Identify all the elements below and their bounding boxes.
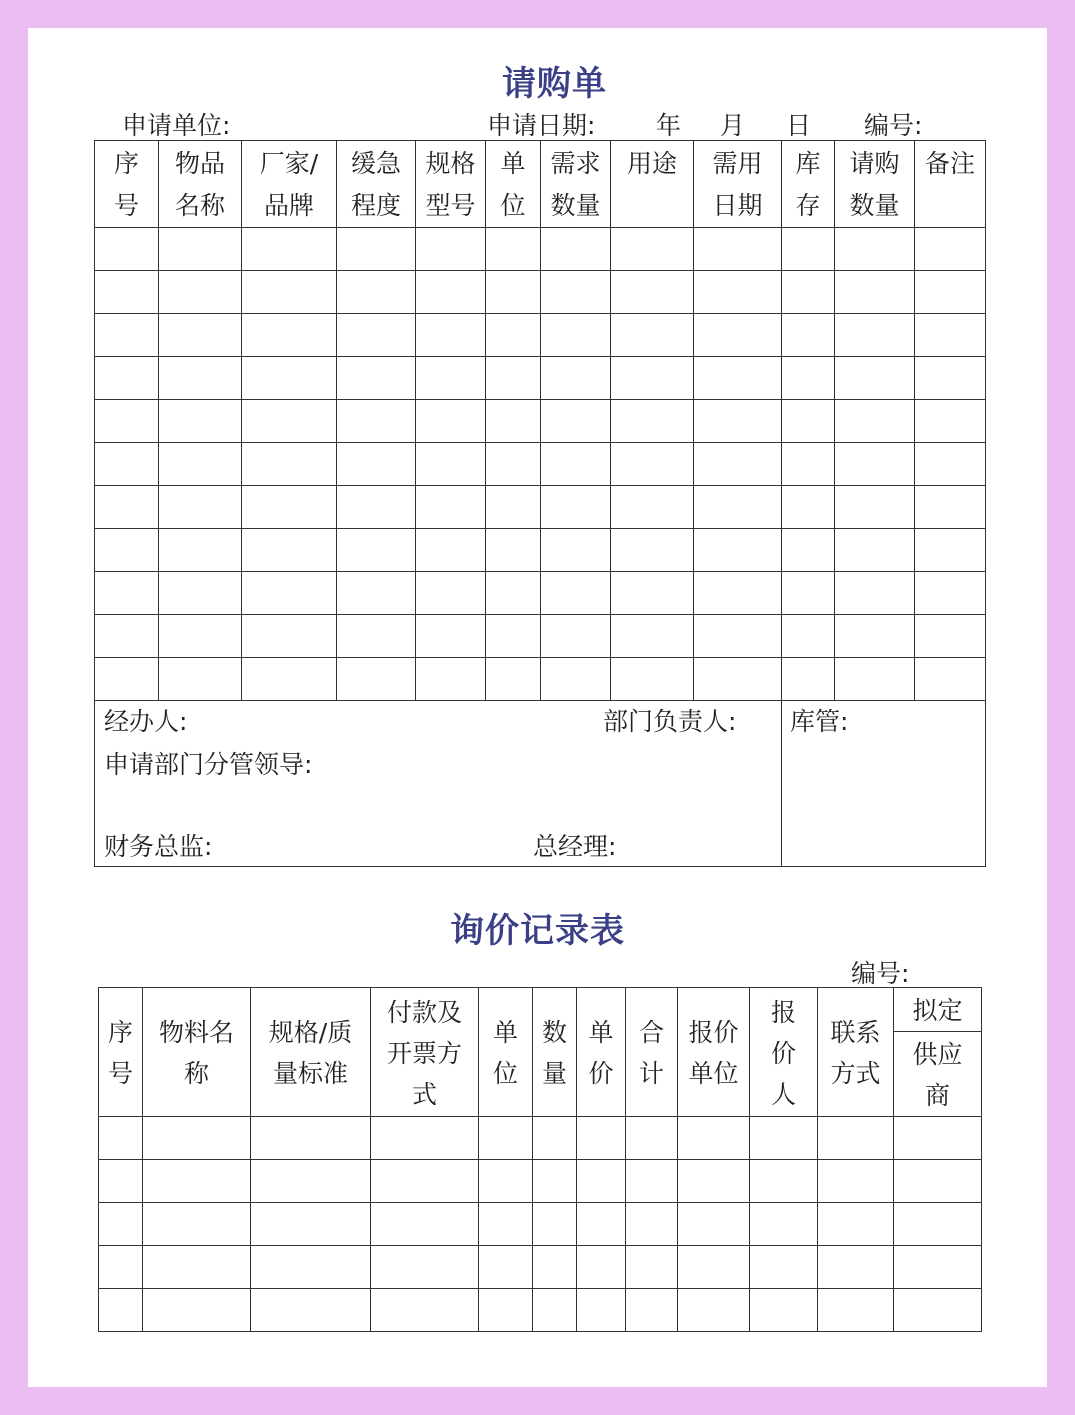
table-cell[interactable] — [95, 529, 159, 572]
column-header-purpose: 用途 — [611, 141, 694, 228]
table-cell[interactable] — [337, 572, 416, 615]
column-header-item-name: 物品 名称 — [159, 141, 242, 228]
table-cell[interactable] — [337, 443, 416, 486]
table-cell[interactable] — [694, 271, 782, 314]
approval-section — [95, 701, 986, 867]
table-cell[interactable] — [486, 443, 541, 486]
table-cell[interactable] — [577, 1117, 626, 1160]
table-cell[interactable] — [251, 1246, 371, 1289]
table-cell[interactable] — [541, 658, 611, 701]
table-row — [99, 1117, 982, 1160]
table-cell[interactable] — [611, 314, 694, 357]
table-cell[interactable] — [782, 443, 835, 486]
table-cell[interactable] — [337, 400, 416, 443]
table-cell[interactable] — [782, 529, 835, 572]
table-cell[interactable] — [915, 572, 986, 615]
table-cell[interactable] — [577, 1289, 626, 1332]
table-cell[interactable] — [694, 314, 782, 357]
table-row — [95, 486, 986, 529]
apply-date-label: 申请日期: — [487, 111, 596, 140]
table-row — [95, 529, 986, 572]
table-cell[interactable] — [694, 228, 782, 271]
table-cell[interactable] — [694, 658, 782, 701]
table-cell[interactable] — [541, 529, 611, 572]
apply-date-year: 年 — [656, 111, 682, 140]
table-cell[interactable] — [611, 443, 694, 486]
table-cell[interactable] — [626, 1160, 678, 1203]
table-cell[interactable] — [750, 1160, 818, 1203]
table-cell[interactable] — [159, 658, 242, 701]
table-cell[interactable] — [541, 486, 611, 529]
table-cell[interactable] — [95, 357, 159, 400]
table-cell[interactable] — [626, 1289, 678, 1332]
table-cell[interactable] — [818, 1117, 894, 1160]
inquiry-form-title: 询价记录表 — [450, 911, 625, 951]
table-cell[interactable] — [782, 271, 835, 314]
table-cell[interactable] — [416, 529, 486, 572]
table-cell[interactable] — [533, 1203, 577, 1246]
table-cell[interactable] — [159, 271, 242, 314]
purchase-form-title: 请购单 — [502, 64, 607, 104]
table-cell[interactable] — [626, 1203, 678, 1246]
table-cell[interactable] — [486, 529, 541, 572]
table-cell[interactable] — [818, 1289, 894, 1332]
table-cell[interactable] — [242, 271, 337, 314]
table-cell[interactable] — [541, 572, 611, 615]
table-cell[interactable] — [541, 228, 611, 271]
table-cell[interactable] — [486, 357, 541, 400]
table-cell[interactable] — [835, 400, 915, 443]
table-cell[interactable] — [242, 572, 337, 615]
table-row — [95, 443, 986, 486]
table-cell[interactable] — [782, 314, 835, 357]
table-cell[interactable] — [486, 615, 541, 658]
table-cell[interactable] — [251, 1117, 371, 1160]
table-cell[interactable] — [915, 228, 986, 271]
table-cell[interactable] — [611, 658, 694, 701]
table-cell[interactable] — [541, 357, 611, 400]
table-cell[interactable] — [371, 1289, 479, 1332]
table-row — [95, 658, 986, 701]
table-cell[interactable] — [479, 1289, 533, 1332]
table-cell[interactable] — [750, 1246, 818, 1289]
table-row — [99, 1160, 982, 1203]
table-cell[interactable] — [337, 615, 416, 658]
table-cell[interactable] — [486, 271, 541, 314]
table-cell[interactable] — [577, 1160, 626, 1203]
table-cell[interactable] — [95, 486, 159, 529]
table-cell[interactable] — [143, 1246, 251, 1289]
table-cell[interactable] — [750, 1117, 818, 1160]
table-cell[interactable] — [143, 1203, 251, 1246]
column-header-remarks: 备注 — [915, 141, 986, 228]
inquiry-header-material-name: 物料名 称 — [143, 988, 251, 1117]
table-row — [95, 400, 986, 443]
table-cell[interactable] — [694, 529, 782, 572]
column-header-stock: 库 存 — [782, 141, 835, 228]
table-cell[interactable] — [782, 228, 835, 271]
inquiry-header-payment-invoice: 付款及 开票方 式 — [371, 988, 479, 1117]
table-cell[interactable] — [95, 615, 159, 658]
table-cell[interactable] — [143, 1160, 251, 1203]
table-cell[interactable] — [541, 615, 611, 658]
table-cell[interactable] — [533, 1246, 577, 1289]
dept-head-label: 部门负责人: — [603, 707, 737, 736]
table-cell[interactable] — [95, 400, 159, 443]
table-cell[interactable] — [479, 1203, 533, 1246]
table-cell[interactable] — [486, 572, 541, 615]
inquiry-header-quantity: 数 量 — [533, 988, 577, 1117]
table-cell[interactable] — [251, 1289, 371, 1332]
finance-director-label: 财务总监: — [104, 832, 213, 861]
table-cell[interactable] — [694, 572, 782, 615]
purchase-number-label: 编号: — [864, 111, 923, 140]
table-cell[interactable] — [242, 658, 337, 701]
table-cell[interactable] — [577, 1203, 626, 1246]
table-cell[interactable] — [835, 615, 915, 658]
table-cell[interactable] — [782, 400, 835, 443]
inquiry-number-label: 编号: — [851, 959, 910, 988]
general-manager-label: 总经理: — [533, 832, 617, 861]
table-cell[interactable] — [95, 443, 159, 486]
table-row — [95, 314, 986, 357]
table-cell[interactable] — [159, 486, 242, 529]
table-cell[interactable] — [99, 1160, 143, 1203]
table-cell[interactable] — [337, 228, 416, 271]
purchase-header-row — [95, 141, 986, 228]
table-cell[interactable] — [894, 1160, 982, 1203]
inquiry-header-row — [99, 988, 982, 1032]
table-cell[interactable] — [486, 658, 541, 701]
table-cell[interactable] — [835, 228, 915, 271]
table-row — [99, 1246, 982, 1289]
table-cell[interactable] — [143, 1117, 251, 1160]
table-cell[interactable] — [486, 400, 541, 443]
table-cell[interactable] — [159, 228, 242, 271]
table-cell[interactable] — [915, 357, 986, 400]
warehouse-label: 库管: — [790, 707, 849, 736]
table-cell[interactable] — [678, 1117, 750, 1160]
table-cell[interactable] — [835, 529, 915, 572]
table-cell[interactable] — [894, 1117, 982, 1160]
table-cell[interactable] — [416, 615, 486, 658]
table-cell[interactable] — [694, 443, 782, 486]
table-cell[interactable] — [694, 400, 782, 443]
table-cell[interactable] — [611, 271, 694, 314]
table-cell[interactable] — [541, 314, 611, 357]
table-cell[interactable] — [416, 572, 486, 615]
inquiry-header-unit-price: 单 价 — [577, 988, 626, 1117]
table-cell[interactable] — [479, 1246, 533, 1289]
table-cell[interactable] — [533, 1289, 577, 1332]
table-cell[interactable] — [416, 314, 486, 357]
table-cell[interactable] — [242, 228, 337, 271]
table-cell[interactable] — [678, 1246, 750, 1289]
table-cell[interactable] — [782, 486, 835, 529]
inquiry-header-unit: 单 位 — [479, 988, 533, 1117]
table-cell[interactable] — [143, 1289, 251, 1332]
table-cell[interactable] — [611, 486, 694, 529]
table-cell[interactable] — [611, 357, 694, 400]
inquiry-header-spec-quality: 规格/质 量标准 — [251, 988, 371, 1117]
table-cell[interactable] — [416, 271, 486, 314]
table-cell[interactable] — [99, 1246, 143, 1289]
table-cell[interactable] — [95, 314, 159, 357]
column-header-spec: 规格 型号 — [416, 141, 486, 228]
table-row — [99, 1289, 982, 1332]
table-cell[interactable] — [835, 572, 915, 615]
table-cell[interactable] — [337, 271, 416, 314]
table-cell[interactable] — [782, 615, 835, 658]
table-cell[interactable] — [694, 357, 782, 400]
purchase-request-table — [94, 140, 986, 867]
table-cell[interactable] — [486, 486, 541, 529]
table-row — [99, 1203, 982, 1246]
table-cell[interactable] — [416, 658, 486, 701]
table-cell[interactable] — [915, 400, 986, 443]
table-cell[interactable] — [99, 1203, 143, 1246]
table-cell[interactable] — [337, 357, 416, 400]
table-cell[interactable] — [915, 486, 986, 529]
inquiry-header-index: 序 号 — [99, 988, 143, 1117]
table-cell[interactable] — [371, 1117, 479, 1160]
table-cell[interactable] — [486, 314, 541, 357]
table-cell[interactable] — [818, 1203, 894, 1246]
applicant-unit-label: 申请单位: — [122, 111, 231, 140]
table-row — [95, 271, 986, 314]
table-cell[interactable] — [95, 658, 159, 701]
table-cell[interactable] — [835, 486, 915, 529]
approval-signatures-cell — [95, 701, 782, 867]
inquiry-header-supplier: 供应 商 — [894, 1032, 982, 1117]
table-cell[interactable] — [371, 1160, 479, 1203]
table-cell[interactable] — [835, 443, 915, 486]
table-cell[interactable] — [337, 486, 416, 529]
table-cell[interactable] — [915, 443, 986, 486]
table-cell[interactable] — [611, 228, 694, 271]
table-cell[interactable] — [541, 271, 611, 314]
column-header-required-date: 需用 日期 — [694, 141, 782, 228]
table-cell[interactable] — [915, 615, 986, 658]
inquiry-header-quoter: 报 价 人 — [750, 988, 818, 1117]
table-cell[interactable] — [835, 314, 915, 357]
table-cell[interactable] — [251, 1203, 371, 1246]
table-cell[interactable] — [486, 228, 541, 271]
table-cell[interactable] — [533, 1160, 577, 1203]
column-header-urgency: 缓急 程度 — [337, 141, 416, 228]
table-cell[interactable] — [626, 1117, 678, 1160]
table-cell[interactable] — [611, 529, 694, 572]
table-cell[interactable] — [242, 443, 337, 486]
table-cell[interactable] — [242, 357, 337, 400]
table-cell[interactable] — [577, 1246, 626, 1289]
table-cell[interactable] — [479, 1160, 533, 1203]
table-cell[interactable] — [678, 1203, 750, 1246]
inquiry-header-quoting-unit: 报价 单位 — [678, 988, 750, 1117]
table-cell[interactable] — [251, 1160, 371, 1203]
table-cell[interactable] — [99, 1289, 143, 1332]
table-cell[interactable] — [678, 1160, 750, 1203]
column-header-required-qty: 需求 数量 — [541, 141, 611, 228]
table-cell[interactable] — [337, 314, 416, 357]
column-header-unit: 单 位 — [486, 141, 541, 228]
table-cell[interactable] — [915, 658, 986, 701]
table-cell[interactable] — [242, 529, 337, 572]
table-cell[interactable] — [894, 1289, 982, 1332]
table-cell[interactable] — [894, 1203, 982, 1246]
table-cell[interactable] — [416, 400, 486, 443]
table-cell[interactable] — [750, 1203, 818, 1246]
inquiry-header-contact: 联系 方式 — [818, 988, 894, 1117]
inquiry-header-proposed: 拟定 — [894, 988, 982, 1032]
apply-date-day: 日 — [786, 111, 812, 140]
handler-label: 经办人: — [104, 707, 188, 736]
table-cell[interactable] — [915, 271, 986, 314]
table-cell[interactable] — [611, 615, 694, 658]
table-cell[interactable] — [371, 1203, 479, 1246]
table-cell[interactable] — [242, 615, 337, 658]
table-cell[interactable] — [835, 658, 915, 701]
table-cell[interactable] — [835, 271, 915, 314]
table-cell[interactable] — [678, 1289, 750, 1332]
table-cell[interactable] — [95, 271, 159, 314]
table-cell[interactable] — [337, 658, 416, 701]
table-cell[interactable] — [371, 1246, 479, 1289]
table-row — [95, 572, 986, 615]
table-cell[interactable] — [416, 486, 486, 529]
table-cell[interactable] — [159, 443, 242, 486]
inquiry-header-total: 合 计 — [626, 988, 678, 1117]
table-row — [95, 615, 986, 658]
table-cell[interactable] — [541, 400, 611, 443]
table-cell[interactable] — [159, 615, 242, 658]
table-cell[interactable] — [416, 228, 486, 271]
table-cell[interactable] — [915, 314, 986, 357]
table-cell[interactable] — [835, 357, 915, 400]
table-row — [95, 357, 986, 400]
table-cell[interactable] — [694, 486, 782, 529]
table-cell[interactable] — [694, 615, 782, 658]
table-cell[interactable] — [416, 357, 486, 400]
column-header-request-qty: 请购 数量 — [835, 141, 915, 228]
table-cell[interactable] — [782, 357, 835, 400]
division-leader-label: 申请部门分管领导: — [104, 750, 313, 779]
table-cell[interactable] — [782, 658, 835, 701]
warehouse-cell — [782, 701, 986, 867]
table-cell[interactable] — [337, 529, 416, 572]
table-cell[interactable] — [95, 572, 159, 615]
table-cell[interactable] — [99, 1117, 143, 1160]
table-cell[interactable] — [159, 572, 242, 615]
table-cell[interactable] — [611, 572, 694, 615]
apply-date-month: 月 — [720, 111, 746, 140]
table-cell[interactable] — [159, 400, 242, 443]
table-cell[interactable] — [242, 314, 337, 357]
table-cell[interactable] — [626, 1246, 678, 1289]
table-cell[interactable] — [159, 357, 242, 400]
table-cell[interactable] — [159, 314, 242, 357]
table-cell[interactable] — [541, 443, 611, 486]
table-cell[interactable] — [159, 529, 242, 572]
table-cell[interactable] — [416, 443, 486, 486]
table-cell[interactable] — [479, 1117, 533, 1160]
inquiry-record-table — [98, 987, 982, 1332]
table-row — [95, 228, 986, 271]
table-cell[interactable] — [750, 1289, 818, 1332]
table-cell[interactable] — [894, 1246, 982, 1289]
table-cell[interactable] — [782, 572, 835, 615]
column-header-brand: 厂家/ 品牌 — [242, 141, 337, 228]
table-cell[interactable] — [533, 1117, 577, 1160]
table-cell[interactable] — [242, 400, 337, 443]
table-cell[interactable] — [242, 486, 337, 529]
table-cell[interactable] — [611, 400, 694, 443]
table-cell[interactable] — [915, 529, 986, 572]
column-header-index: 序 号 — [95, 141, 159, 228]
table-cell[interactable] — [818, 1246, 894, 1289]
table-cell[interactable] — [95, 228, 159, 271]
table-cell[interactable] — [818, 1160, 894, 1203]
